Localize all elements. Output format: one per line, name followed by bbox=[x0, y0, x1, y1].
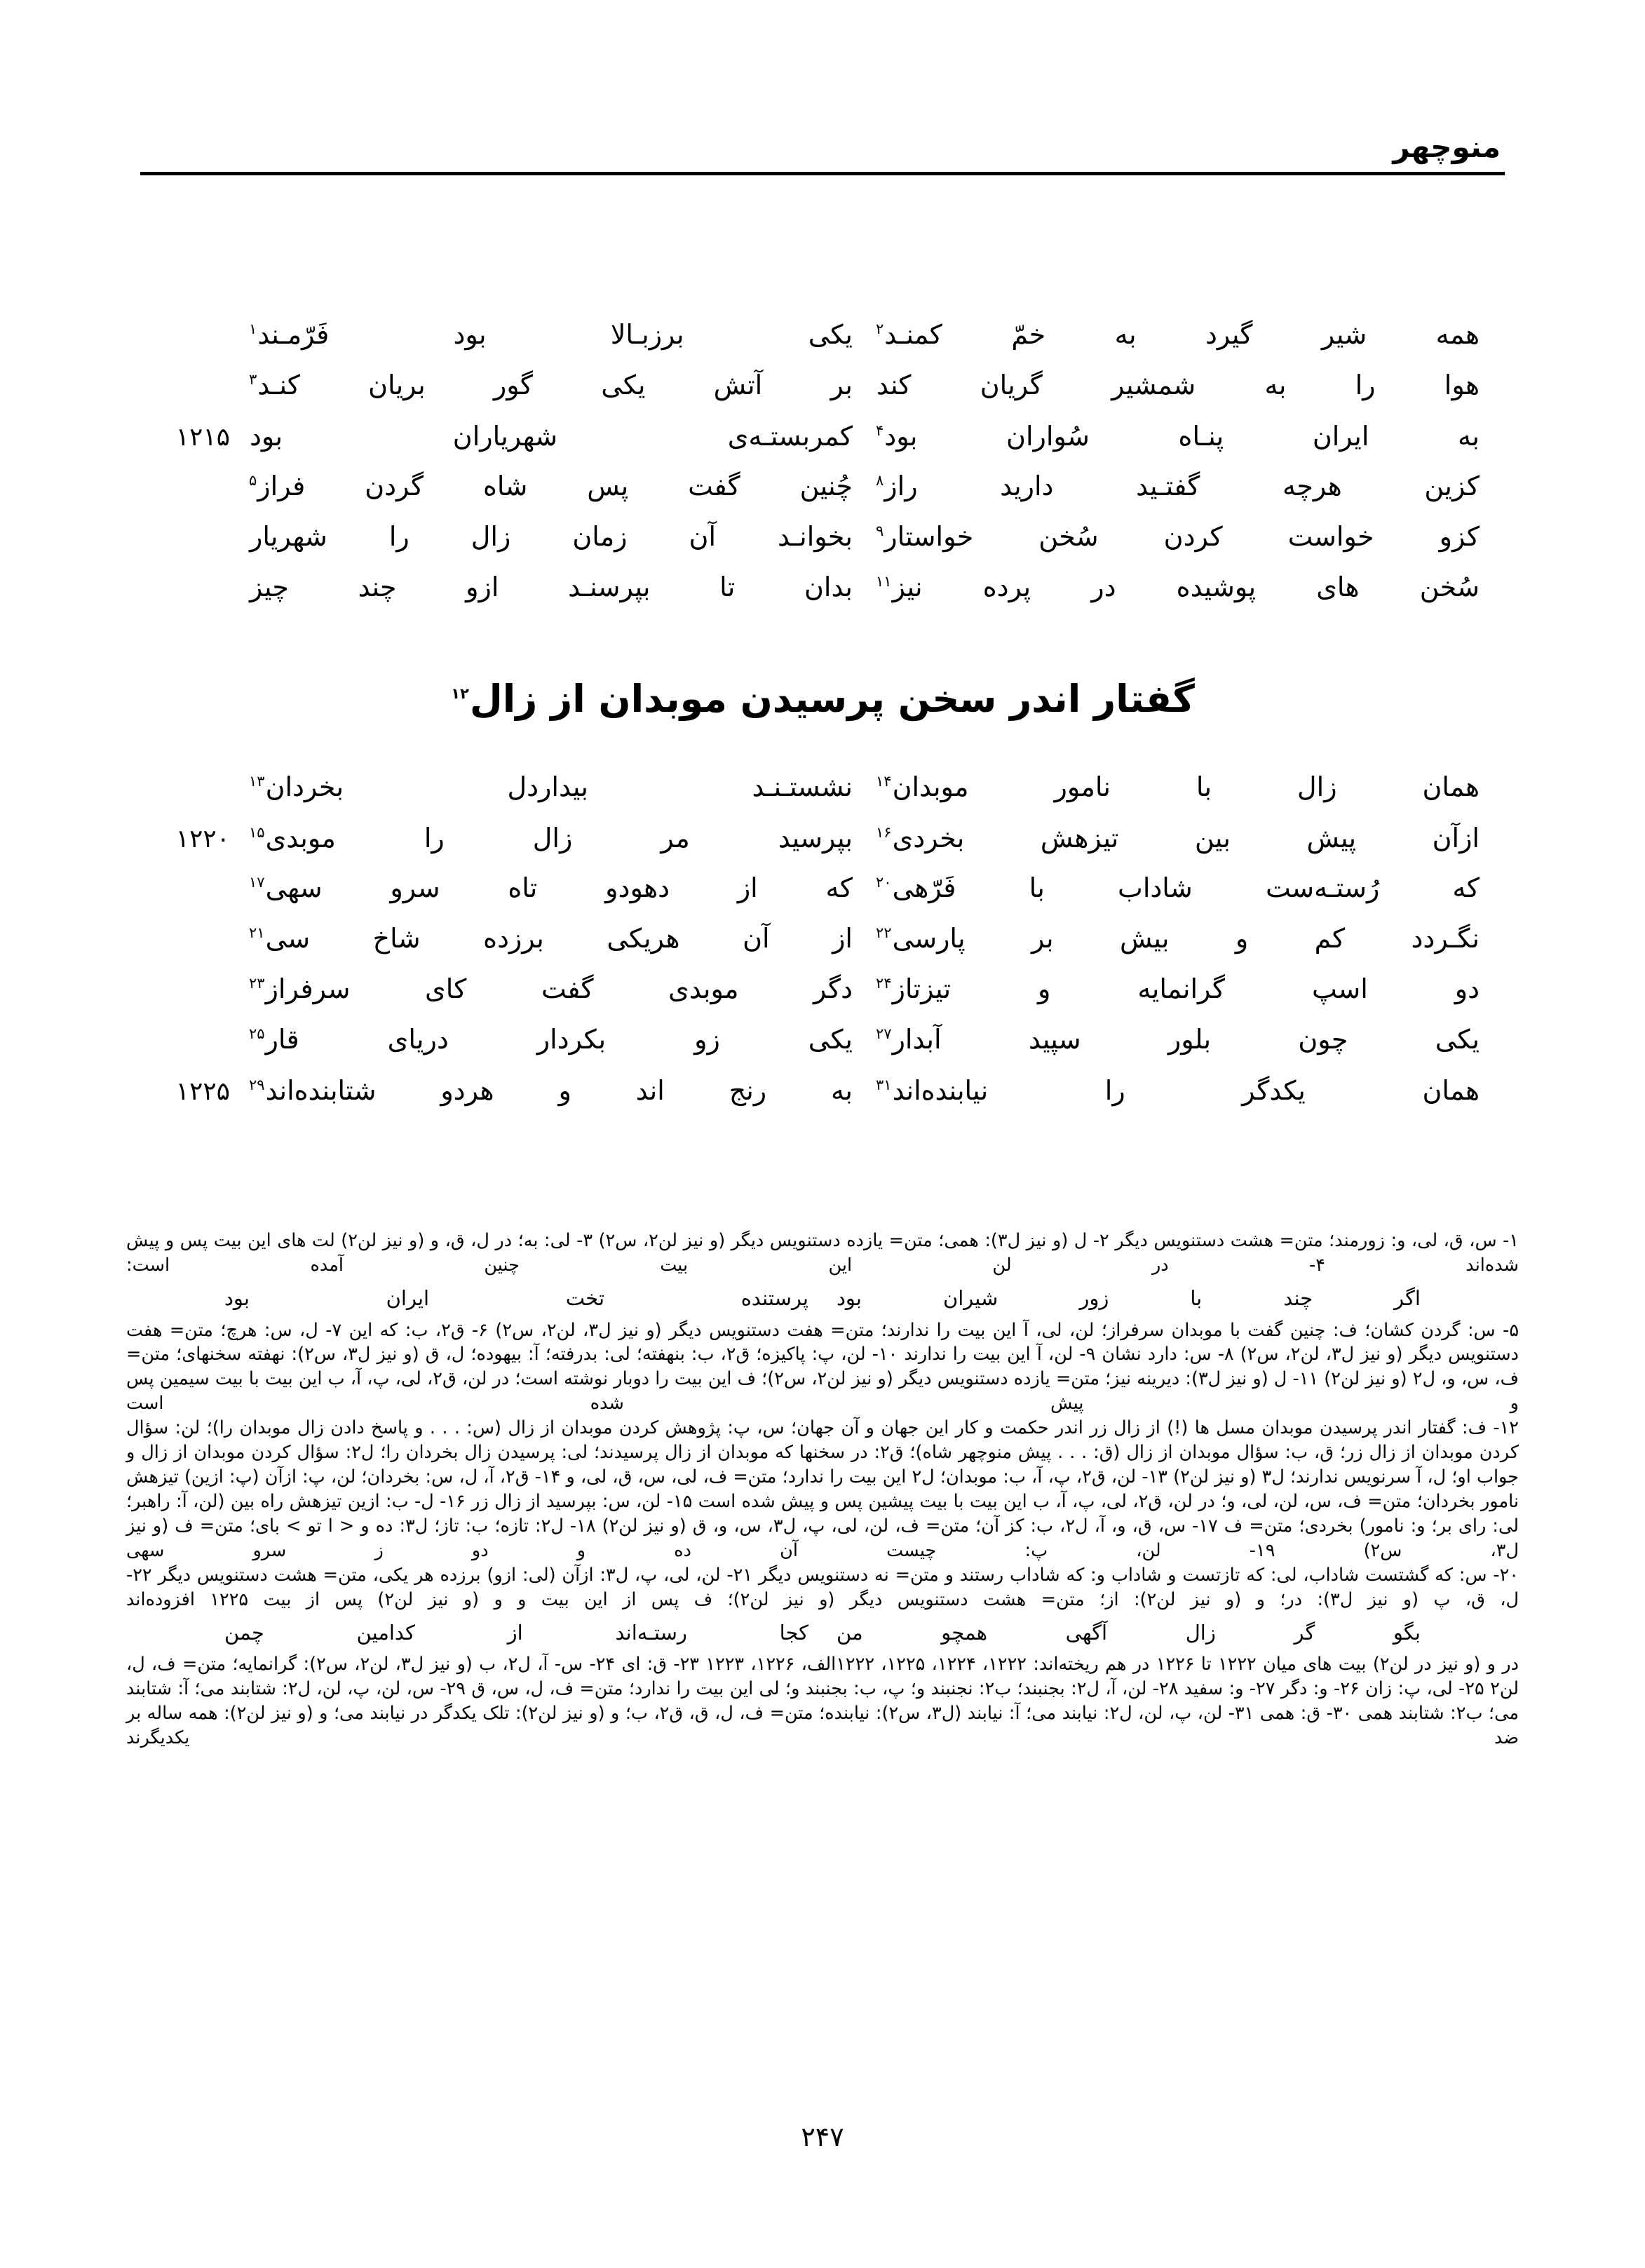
footnote-marker: ۸ bbox=[876, 472, 884, 490]
apparatus-paragraph: در و (و نیز در لن۲) بیت های میان ۱۲۲۲ تا ۱۲۲۶ در هم ریخته‌اند: ۱۲۲۲، ۱۲۲۴، ۱۲۲۵، ۱۲۲۲الف، ۱۲۲۶، ۱۲۲۳ ۲۳- ق: ای ۲۴- س- آ، ل۲، ب (و نیز ل۳، لن۲، س۲): گرانمایه؛ متن= ف، ل، لن۲ ۲۵- لی، پ: زان ۲۶- و: دگر ۲۷- و: سفید ۲۸- لن، آ، ل۲: بجنبند؛ ب۲: نجنبند و؛ پ، ب: بجنبند و؛ لی این بیت را ندارد؛ متن= ف، ل، س، ق ۲۹- س، لن، پ، لن، ل۲: شتابند می؛ آ: شتابند می؛ ب۲: شتابند همی ۳۰- ق: همی ۳۱- لن، پ، لن، ل۲: نیابند می؛ آ: نیابند (ل۳، س۲): نیابنده؛ متن= ف، ل، ق، ق۲، ب؛ و (و نیز لن۲): تلک یکدگر در نیابند می؛ و (و نیز لن۲): همه ساله بر ضد یکدیگرند bbox=[126, 1654, 1519, 1749]
verse-number: ۱۲۲۵ bbox=[175, 1077, 230, 1106]
footnote-marker: ۱۷ bbox=[249, 874, 265, 891]
verse-number bbox=[147, 593, 230, 596]
footnote-marker: ۲۱ bbox=[249, 924, 265, 942]
verse-line bbox=[147, 1074, 1498, 1125]
hemistich-second: ازآن پیش بین تیزهش بخردی$^{۱۶}$ bbox=[876, 823, 1480, 853]
footnote-marker: ۹ bbox=[876, 522, 884, 540]
footnote-marker: ۱۵ bbox=[249, 824, 265, 842]
verse-line bbox=[147, 771, 1498, 822]
hemistich-second: که رُستـه‌ست شاداب با فَرّهی$^{۲۰}$ bbox=[876, 872, 1480, 903]
hemistich-second: کزین هرچه گفتـید دارید راز$^۸$ bbox=[876, 471, 1480, 501]
footnote-marker: ۱۶ bbox=[876, 824, 892, 842]
hemistich-first: دگر موبدی گفت کای سرفراز$^{۲۳}$ bbox=[249, 973, 853, 1004]
running-head-area bbox=[140, 130, 1505, 175]
apparatus-paragraph: ۵- س: گردن کشان؛ ف: چنین گفت با موبدان سرفراز؛ لن، لی، آ این بیت را ندارند؛ متن= هفت دستنویس دیگر (و نیز ل۳، لن۲، س۲) ۶- ق۲، ب: که این ۷- ل، س: هرچ؛ متن= هفت دستنویس دیگر (و نیز ل۳، لن۲، س۲) ۸- س: دارد نشان ۹- لن، آ این بیت را ندارند ۱۰- لن، پ: پاکیزه؛ ق۲، ب: بنهفته؛ لی: بدرفته؛ آ: بیهوده؛ ل، ق (و نیز ل۳، س۲): نهفته سخنهای؛ متن= ف، س، و، ل۲ (و نیز لن۲) ۱۱- ل (و نیز ل۳): دیرینه نیز؛ متن= یازده دستنویس دیگر (و نیز لن۲، س۲)؛ ف این بیت را دوبار نوشته است؛ در لن، ق۲، لی، پ، آ، ب این بیت با بیت سیمین پس و پیش شده است bbox=[126, 1319, 1519, 1415]
verse-line bbox=[147, 973, 1498, 1024]
footnote-marker: ۱۲ bbox=[451, 685, 469, 702]
hemistich-first: بدان تا بپرسنـد ازو چند چیز bbox=[250, 572, 853, 602]
header-rule bbox=[140, 172, 1505, 175]
verse-line bbox=[147, 572, 1498, 622]
hemistich-second: به ایران پنـاه سُواران بود$^۴$ bbox=[876, 421, 1480, 452]
apparatus-inset-verse bbox=[126, 1285, 1519, 1313]
verse-line bbox=[147, 319, 1498, 370]
footnote-marker: ۴ bbox=[876, 422, 884, 440]
footnote-marker: ۲۰ bbox=[876, 874, 892, 891]
verse-number bbox=[147, 1046, 230, 1048]
hemistich-second: سُخن های پوشیده در پرده نیز$^{۱۱}$ bbox=[876, 572, 1480, 602]
verse-number bbox=[147, 793, 230, 796]
verse-line bbox=[147, 923, 1498, 973]
inset-hemistich-second: اگر چند با زور شیران بود bbox=[837, 1285, 1421, 1310]
verse-number: ۱۲۱۵ bbox=[175, 423, 230, 452]
hemistich-second: نگـردد کم و بیش بر پارسی$^{۲۲}$ bbox=[876, 923, 1480, 954]
verse-number: ۱۲۲۰ bbox=[175, 825, 230, 853]
verse-line bbox=[147, 822, 1498, 872]
hemistich-first: بخوانـد آن زمان زال را شهریار bbox=[250, 521, 853, 552]
apparatus-inset-verse bbox=[126, 1619, 1519, 1647]
hemistich-first: بر آتش یکی گور بریان کنـد$^۳$ bbox=[249, 370, 853, 400]
hemistich-second: کزو خواست کردن سُخن خواستار$^۹$ bbox=[876, 521, 1480, 552]
verse-line bbox=[147, 471, 1498, 521]
verse-line bbox=[147, 872, 1498, 923]
inset-hemistich-second: بگو گر زال آگهی همچو من bbox=[837, 1620, 1421, 1645]
section-heading bbox=[0, 677, 1645, 721]
footnote-marker: ۲۴ bbox=[876, 975, 892, 992]
verse-number bbox=[147, 995, 230, 998]
footnote-marker: ۲۳ bbox=[249, 975, 265, 992]
section-heading-text: گفتار اندر سخن پرسیدن موبدان از زال bbox=[469, 677, 1195, 721]
verse-number bbox=[147, 894, 230, 897]
apparatus-paragraph: ۱۲- ف: گفتار اندر پرسیدن موبدان مسل ها (!) از زال زر اندر حکمت و کار این جهان و آن جهان؛ س، پ: پژوهش کردن موبدان از زال (س: . . . و پاسخ دادن زال موبدان را)؛ لن: سؤال کردن موبدان از زال زر؛ ق، ب: سؤال موبدان از زال (ق: . . . پیش منوچهر شاه)؛ ق۲: در سخنها که موبدان از زال پرسیدند؛ لی: پرسیدن زال بخردان را؛ ل۲: سؤال کردن موبدان از زال و جواب او؛ ل، آ سرنویس ندارند؛ ل۳ (و نیز لن۲) ۱۳- لن، ق۲، پ، آ، ب: موبدان؛ ل۲ این بیت را ندارد؛ متن= ف، لی، س، ق، لی، و ۱۴- ق۲، آ، ل، س: بخردان؛ لن، پ: ازآن (پ: ازین) تیزهش نامور بخردان؛ متن= ف، س، لن، لی، و؛ در لن، ق۲، لی، پ، آ، ب این بیت با بیت پیشین پس و پیش شده است ۱۵- لن، س: بپرسید از زال زر ۱۶- ل- ب: ازین تیزهش راه بین (لن، آ: راهبر؛ لی: رای بر؛ و: نامور) بخردی؛ متن= ف ۱۷- س، ق، و، آ، ل۲، ب: کز آن؛ متن= ف، لن، لی، پ، ل۳، س، و، ق (و نیز لن۲) ۱۸- ل۲: تازه؛ ب: تاز؛ ل۳: ده و < ا تو > بای؛ متن= ف (و نیز ل۳، س۲) ۱۹- لن، پ: چیست آن ده و دو ز سرو سهی bbox=[126, 1417, 1519, 1561]
hemistich-first: کمربستـه‌ی شهریاران بود bbox=[250, 421, 853, 452]
footnote-marker: ۲۷ bbox=[876, 1025, 892, 1043]
hemistich-first: چُنین گفت پس شاه گردن فراز$^۵$ bbox=[249, 471, 853, 501]
apparatus-paragraph: ۱- س، ق، لی، و: زورمند؛ متن= هشت دستنویس دیگر ۲- ل (و نیز ل۳): همی؛ متن= یازده دستنویس دیگر (و نیز لن۲، س۲) ۳- لی: به؛ در ل، ق، و (و نیز لن۲) لت های این بیت پس و پیش شده‌اند ۴- در لن این بیت چنین آمده است: bbox=[126, 1230, 1519, 1276]
running-head: منوچهر bbox=[1393, 130, 1501, 164]
verse-number bbox=[147, 341, 230, 344]
footnote-marker: ۱ bbox=[249, 320, 257, 338]
hemistich-first: یکی زو بکردار دریای قار$^{۲۵}$ bbox=[249, 1024, 853, 1055]
verse-line bbox=[147, 1024, 1498, 1074]
verse-number bbox=[147, 543, 230, 546]
hemistich-second: همان زال با نامور موبدان$^{۱۴}$ bbox=[876, 771, 1480, 802]
footnote-marker: ۲ bbox=[876, 320, 884, 338]
hemistich-first: که از دهودو تاه سرو سهی$^{۱۷}$ bbox=[249, 872, 853, 903]
inset-hemistich-first: پرستنده تخت ایران بود bbox=[224, 1285, 808, 1310]
verse-block-2 bbox=[147, 771, 1498, 1125]
footnote-marker: ۵ bbox=[249, 472, 257, 490]
footnote-marker: ۳۱ bbox=[876, 1076, 892, 1094]
critical-apparatus bbox=[126, 1229, 1519, 1750]
footnote-marker: ۲۲ bbox=[876, 924, 892, 942]
inset-hemistich-first: کجا رستـه‌اند از کدامین چمن bbox=[224, 1620, 808, 1645]
hemistich-first: از آن هریکی برزده شاخ سی$^{۲۱}$ bbox=[249, 923, 853, 954]
hemistich-second: همان یکدگر را نیابنده‌اند$^{۳۱}$ bbox=[876, 1075, 1480, 1106]
apparatus-paragraph: ۲۰- س: که گشتست شاداب، لی: که تازتست و شاداب و: که شاداب رستند و متن= نه دستنویس دیگر ۲۱- لن، لی، پ، ل۳: ازآن (لی: ازو) برزده هر یکی، متن= هشت دستنویس دیگر ۲۲- ل، ق، پ (و نیز ل۳): در؛ و (و نیز لن۲): از؛ متن= هشت دستنویس دیگر (و نیز لن۲)؛ ف پس از این بیت و و (و نیز لن۲) پس از بیت ۱۲۲۵ افزوده‌اند bbox=[126, 1564, 1519, 1610]
footnote-marker: ۲۵ bbox=[249, 1025, 265, 1043]
hemistich-first: به رنج اند و هردو شتابنده‌اند$^{۲۹}$ bbox=[249, 1075, 853, 1106]
verse-line bbox=[147, 370, 1498, 420]
footnote-marker: ۱۱ bbox=[876, 573, 892, 590]
hemistich-second: یکی چون بلور سپید آبدار$^{۲۷}$ bbox=[876, 1024, 1480, 1055]
footnote-marker: ۲۹ bbox=[249, 1076, 265, 1094]
hemistich-first: یکی برزبـالا بود فَرّمـند$^۱$ bbox=[249, 319, 853, 350]
footnote-marker: ۱۴ bbox=[876, 773, 892, 790]
verse-number bbox=[147, 492, 230, 495]
verse-number bbox=[147, 391, 230, 394]
verse-block-1 bbox=[147, 319, 1498, 622]
hemistich-second: هوا را به شمشیر گریان کند bbox=[876, 370, 1480, 400]
hemistich-first: نشستـنـد بیداردل بخردان$^{۱۳}$ bbox=[249, 771, 853, 802]
page-number: ۲۴۷ bbox=[801, 2121, 844, 2152]
hemistich-first: بپرسید مر زال را موبدی$^{۱۵}$ bbox=[249, 823, 853, 853]
verse-line bbox=[147, 420, 1498, 471]
footnote-marker: ۱۳ bbox=[249, 773, 265, 790]
hemistich-second: دو اسپ گرانمایه و تیزتاز$^{۲۴}$ bbox=[876, 973, 1480, 1004]
verse-line bbox=[147, 521, 1498, 572]
hemistich-second: همه شیر گیرد به خمّ کمنـد$^۲$ bbox=[876, 319, 1480, 350]
verse-number bbox=[147, 945, 230, 947]
footnote-marker: ۳ bbox=[249, 371, 257, 389]
